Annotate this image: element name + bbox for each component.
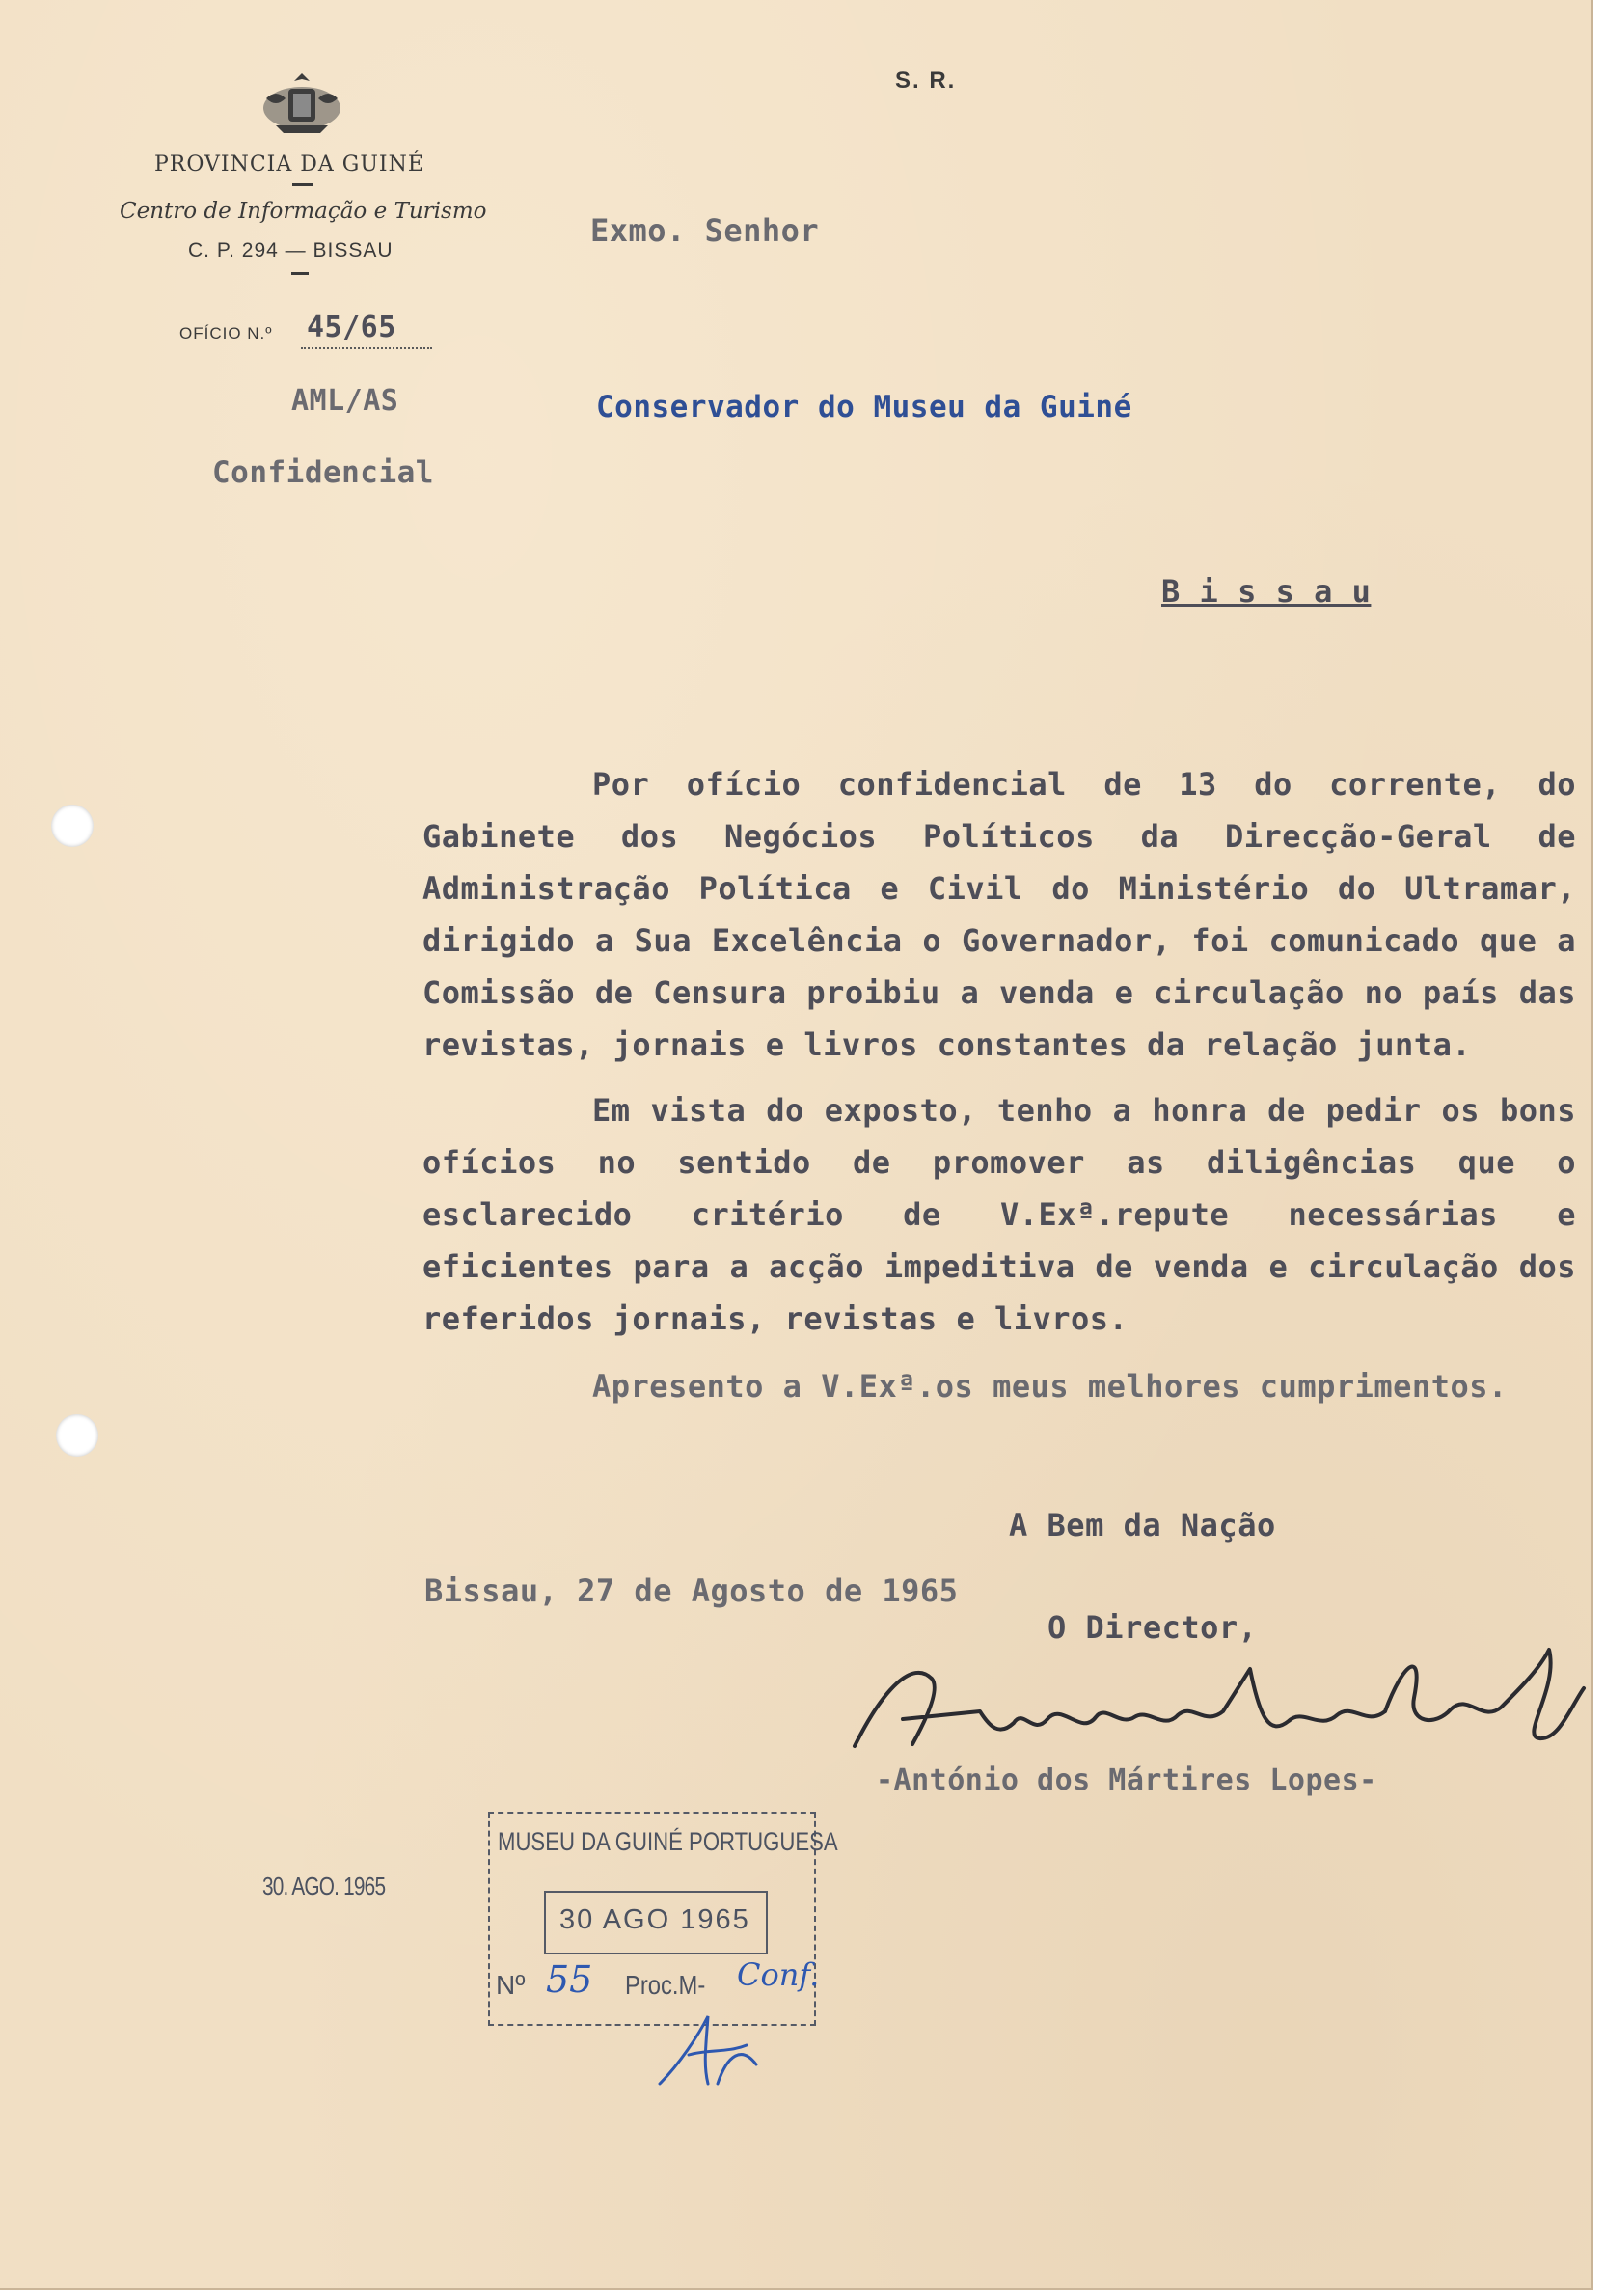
paragraph-2-text: Em vista do exposto, tenho a honra de pedir os bons ofícios no sentido de promover as diligências que o esclarecido critério de V.Exª.repute necessárias e eficientes para a acção impeditiva de venda e circulação dos referidos jornais, revistas e livros. [422,1092,1576,1337]
signatory-role: O Director, [1047,1609,1258,1646]
motto: A Bem da Nação [1009,1507,1276,1544]
coat-of-arms-emblem [257,69,347,139]
date-line: Bissau, 27 de Agosto de 1965 [424,1572,959,1609]
heading-rule [292,183,313,186]
addressee-title: Conservador do Museu da Guiné [596,390,1132,424]
stamp-proc-label: Proc.M- [625,1970,706,2000]
stamp-number-label: Nº [496,1970,526,2000]
closing-line: Apresento a V.Exª.os meus melhores cumprimentos. [592,1368,1508,1405]
museum-stamp [488,1812,838,2026]
paragraph-1 [422,758,1576,1071]
address-rule [291,272,309,275]
museum-stamp-date: 30 AGO 1965 [559,1904,750,1935]
museum-stamp-date-box [544,1891,768,1954]
confidential-label: Confidencial [212,455,434,490]
reference-code: AML/AS [291,384,399,418]
oficio-label: OFÍCIO N.º [179,324,273,342]
addressee-city: B i s s a u [1161,573,1372,610]
province-heading: PROVINCIA DA GUINÉ [154,152,424,177]
punch-hole-top [51,805,94,847]
paragraph-2 [422,1084,1576,1345]
stamp-number-value: 55 [546,1958,593,2001]
stamp-proc-value: Conf. [737,1956,820,1993]
punch-hole-bottom [56,1414,98,1457]
oficio-number: 45/65 [307,311,396,344]
handwritten-initials [650,2007,766,2093]
office-name: Centro de Informação e Turismo [120,199,487,224]
received-date-stamp: 30. AGO. 1965 [262,1872,386,1900]
paragraph-1-text: Por ofício confidencial de 13 do corrente, do Gabinete dos Negócios Políticos da Direcção-Geral de Administração Política e Civil do Ministério do Ultramar, dirigido a Sua Excelência o Governador, foi comunicado que a Comissão de Censura proibiu a venda e circulação no país das revistas, jornais e livros constantes da relação junta. [422,766,1576,1063]
handwritten-signature [845,1630,1588,1775]
typed-name: -António dos Mártires Lopes- [876,1763,1377,1797]
classification-mark: S. R. [895,68,957,94]
office-address: C. P. 294 — BISSAU [188,239,394,261]
salutation: Exmo. Senhor [590,212,820,249]
museum-stamp-name: MUSEU DA GUINÉ PORTUGUESA [498,1827,838,1856]
